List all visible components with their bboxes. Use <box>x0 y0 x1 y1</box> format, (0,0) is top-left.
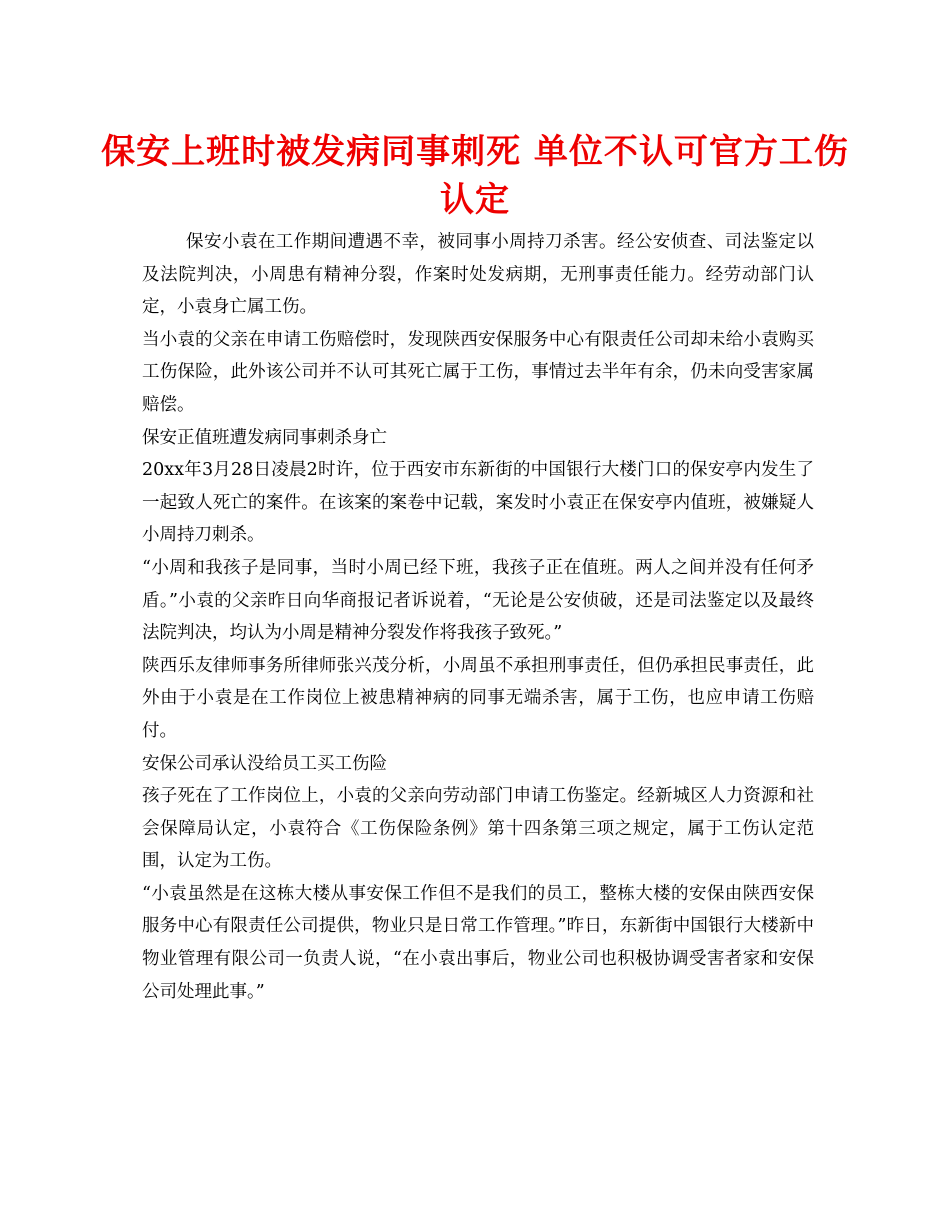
paragraph-intro: 保安小袁在工作期间遭遇不幸，被同事小周持刀杀害。经公安侦查、司法鉴定以及法院判决，小周患有精神分裂，作案时处发病期，无刑事责任能力。经劳动部门认定，小袁身亡属工伤。 <box>142 232 814 318</box>
paragraph-quote: “小袁虽然是在这栋大楼从事安保工作但不是我们的员工，整栋大楼的安保由陕西安保服务中心有限责任公司提供，物业只是日常工作管理。”昨日，东新街中国银行大楼新中物业管理有限公司一负责人说，“在小袁出事后，物业公司也积极协调受害者家和安保公司处理此事。” <box>142 883 814 1002</box>
paragraph: 陕西乐友律师事务所律师张兴茂分析，小周虽不承担刑事责任，但仍承担民事责任，此外由于小袁是在工作岗位上被患精神病的同事无端杀害，属于工伤，也应申请工伤赔付。 <box>142 655 814 741</box>
section-heading: 保安正值班遭发病同事刺杀身亡 <box>142 427 387 448</box>
article-body <box>142 226 814 1008</box>
section-heading: 安保公司承认没给员工买工伤险 <box>142 753 387 774</box>
paragraph: 孩子死在了工作岗位上，小袁的父亲向劳动部门申请工伤鉴定。经新城区人力资源和社会保障局认定，小袁符合《工伤保险条例》第十四条第三项之规定，属于工伤认定范围，认定为工伤。 <box>142 786 814 872</box>
page-title: 保安上班时被发病同事刺死 单位不认可官方工伤认定 <box>101 132 849 220</box>
paragraph: 当小袁的父亲在申请工伤赔偿时，发现陕西安保服务中心有限责任公司却未给小袁购买工伤保险，此外该公司并不认可其死亡属于工伤，事情过去半年有余，仍未向受害家属赔偿。 <box>142 329 814 415</box>
paragraph: 20xx年3月28日凌晨2时许，位于西安市东新街的中国银行大楼门口的保安亭内发生了一起致人死亡的案件。在该案的案卷中记载，案发时小袁正在保安亭内值班，被嫌疑人小周持刀刺杀。 <box>142 460 814 546</box>
paragraph-quote: “小周和我孩子是同事，当时小周已经下班，我孩子正在值班。两人之间并没有任何矛盾。”小袁的父亲昨日向华商报记者诉说着，“无论是公安侦破，还是司法鉴定以及最终法院判决，均认为小周是精神分裂发作将我孩子致死。” <box>142 557 814 644</box>
